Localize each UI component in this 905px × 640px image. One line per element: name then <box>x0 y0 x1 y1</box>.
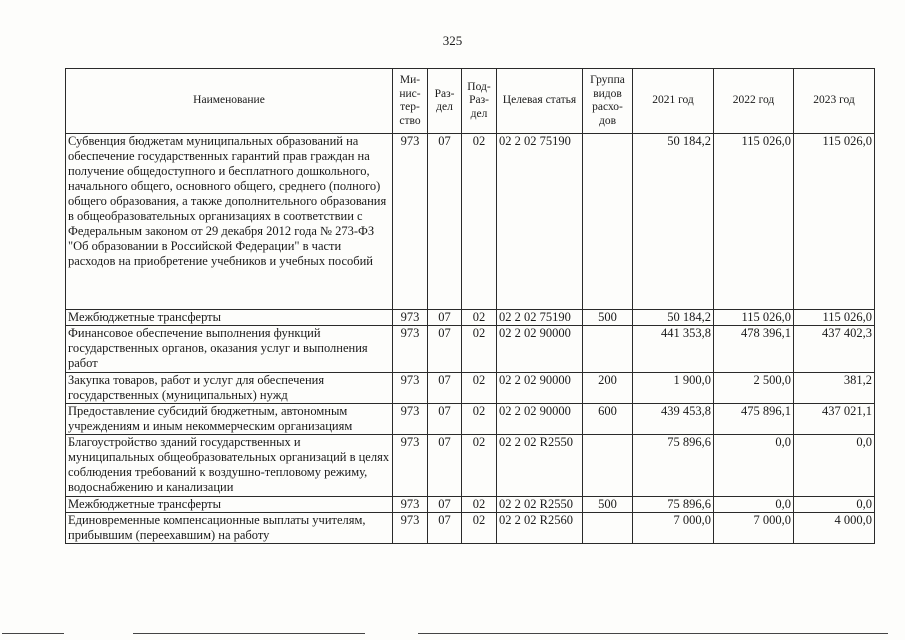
row-target-article: 02 2 02 75190 <box>497 134 583 310</box>
header-ministry: Ми-нис-тер-ство <box>393 69 428 134</box>
row-section: 07 <box>428 404 462 435</box>
header-subsection: Под-Раз-дел <box>462 69 497 134</box>
header-name: Наименование <box>66 69 393 134</box>
row-2022: 475 896,1 <box>714 404 794 435</box>
row-2022: 478 396,1 <box>714 326 794 373</box>
row-subsection: 02 <box>462 513 497 544</box>
row-2023: 115 026,0 <box>794 310 875 326</box>
row-name: Единовременные компенсационные выплаты учителям, прибывшим (переехавшим) на работу <box>66 513 393 544</box>
row-2021: 75 896,6 <box>633 435 714 497</box>
row-expense-group <box>583 513 633 544</box>
row-subsection: 02 <box>462 373 497 404</box>
header-2021: 2021 год <box>633 69 714 134</box>
header-expense-group: Группа видов расхо-дов <box>583 69 633 134</box>
row-2023: 0,0 <box>794 435 875 497</box>
table-row <box>66 373 875 404</box>
row-subsection: 02 <box>462 134 497 310</box>
header-row <box>66 69 875 134</box>
row-2022: 0,0 <box>714 435 794 497</box>
row-target-article: 02 2 02 R2560 <box>497 513 583 544</box>
row-target-article: 02 2 02 90000 <box>497 404 583 435</box>
row-target-article: 02 2 02 R2550 <box>497 497 583 513</box>
table-row <box>66 134 875 310</box>
row-name: Предоставление субсидий бюджетным, автономным учреждениям и иным некоммерческим организациям <box>66 404 393 435</box>
row-2022: 115 026,0 <box>714 310 794 326</box>
row-2023: 437 021,1 <box>794 404 875 435</box>
row-expense-group <box>583 435 633 497</box>
row-2022: 115 026,0 <box>714 134 794 310</box>
row-2021: 1 900,0 <box>633 373 714 404</box>
footer-rule-right <box>418 633 888 634</box>
row-subsection: 02 <box>462 404 497 435</box>
row-expense-group: 500 <box>583 497 633 513</box>
row-ministry: 973 <box>393 134 428 310</box>
row-name: Межбюджетные трансферты <box>66 310 393 326</box>
row-section: 07 <box>428 373 462 404</box>
row-section: 07 <box>428 326 462 373</box>
row-2023: 381,2 <box>794 373 875 404</box>
row-section: 07 <box>428 134 462 310</box>
budget-table <box>65 68 875 544</box>
footer-rule-left <box>2 633 64 634</box>
table-body <box>66 134 875 544</box>
row-2022: 7 000,0 <box>714 513 794 544</box>
row-2022: 0,0 <box>714 497 794 513</box>
header-2023: 2023 год <box>794 69 875 134</box>
row-2021: 50 184,2 <box>633 310 714 326</box>
row-2021: 7 000,0 <box>633 513 714 544</box>
row-target-article: 02 2 02 90000 <box>497 326 583 373</box>
row-ministry: 973 <box>393 513 428 544</box>
table-row <box>66 497 875 513</box>
row-expense-group: 500 <box>583 310 633 326</box>
row-2021: 50 184,2 <box>633 134 714 310</box>
row-ministry: 973 <box>393 373 428 404</box>
row-target-article: 02 2 02 90000 <box>497 373 583 404</box>
row-expense-group <box>583 326 633 373</box>
row-name: Финансовое обеспечение выполнения функций государственных органов, оказания услуг и выполнения работ <box>66 326 393 373</box>
footer-rule-middle <box>133 633 365 634</box>
row-2022: 2 500,0 <box>714 373 794 404</box>
row-expense-group: 600 <box>583 404 633 435</box>
row-ministry: 973 <box>393 326 428 373</box>
row-ministry: 973 <box>393 497 428 513</box>
row-name: Межбюджетные трансферты <box>66 497 393 513</box>
table-row <box>66 435 875 497</box>
row-2021: 75 896,6 <box>633 497 714 513</box>
row-subsection: 02 <box>462 326 497 373</box>
row-name: Благоустройство зданий государственных и муниципальных общеобразовательных организаций в целях соблюдения требований к воздушно-тепловому режиму, водоснабжению и канализации <box>66 435 393 497</box>
header-2022: 2022 год <box>714 69 794 134</box>
row-section: 07 <box>428 513 462 544</box>
row-name: Закупка товаров, работ и услуг для обеспечения государственных (муниципальных) нужд <box>66 373 393 404</box>
page-number: 325 <box>442 33 463 48</box>
row-2021: 441 353,8 <box>633 326 714 373</box>
row-subsection: 02 <box>462 310 497 326</box>
table-row <box>66 326 875 373</box>
row-2023: 115 026,0 <box>794 134 875 310</box>
header-target-article: Целевая статья <box>497 69 583 134</box>
row-name: Субвенция бюджетам муниципальных образований на обеспечение государственных гарантий прав граждан на получение общедоступного и бесплатного дошкольного, начального общего, основного общего, среднего (полного) общего образования, а также дополнительного образования в общеобразовательных организациях в соответствии с Федеральным законом от 29 декабря 2012 года № 273-ФЗ "Об образовании в Российской Федерации" в части расходов на приобретение учебников и учебных пособий <box>66 134 393 310</box>
header-section: Раз-дел <box>428 69 462 134</box>
table-row <box>66 310 875 326</box>
row-ministry: 973 <box>393 435 428 497</box>
row-2021: 439 453,8 <box>633 404 714 435</box>
row-target-article: 02 2 02 R2550 <box>497 435 583 497</box>
table-row <box>66 404 875 435</box>
row-2023: 4 000,0 <box>794 513 875 544</box>
table-row <box>66 513 875 544</box>
row-section: 07 <box>428 310 462 326</box>
row-expense-group: 200 <box>583 373 633 404</box>
row-subsection: 02 <box>462 435 497 497</box>
row-ministry: 973 <box>393 310 428 326</box>
row-2023: 0,0 <box>794 497 875 513</box>
row-section: 07 <box>428 497 462 513</box>
row-subsection: 02 <box>462 497 497 513</box>
row-target-article: 02 2 02 75190 <box>497 310 583 326</box>
row-expense-group <box>583 134 633 310</box>
row-ministry: 973 <box>393 404 428 435</box>
row-section: 07 <box>428 435 462 497</box>
row-2023: 437 402,3 <box>794 326 875 373</box>
